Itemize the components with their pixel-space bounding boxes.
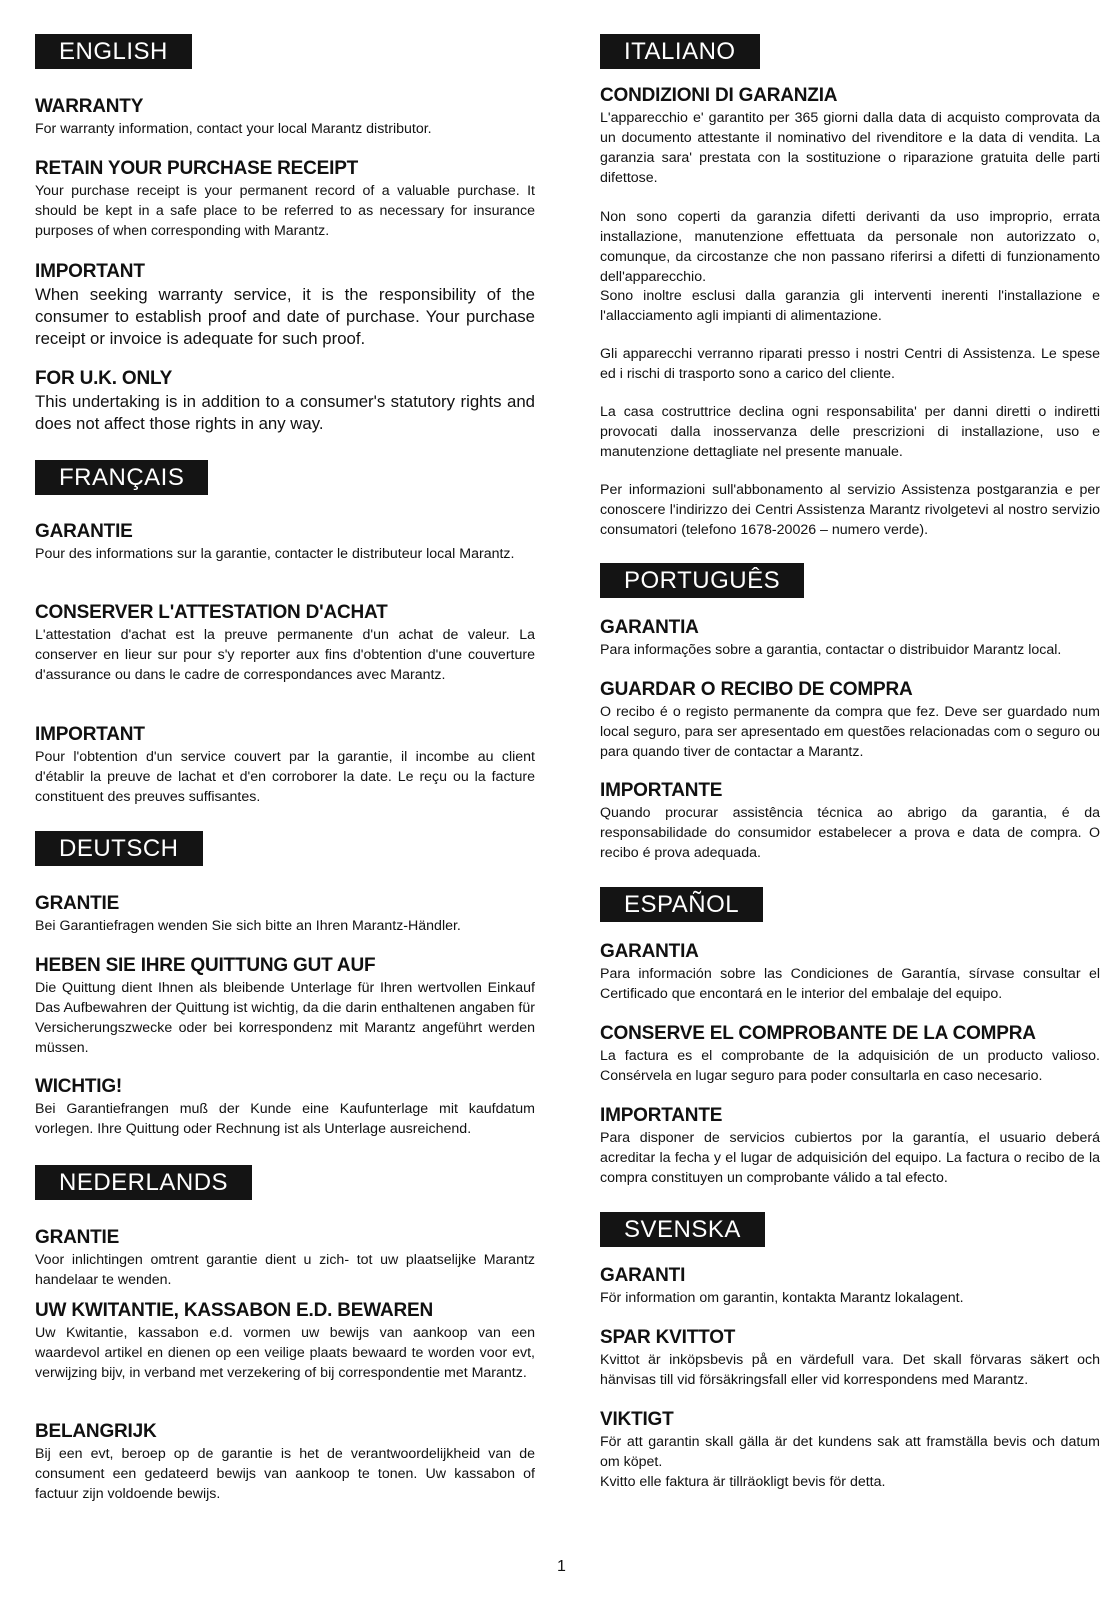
section-title-nederlands: NEDERLANDS bbox=[35, 1165, 252, 1200]
espanol-important-text: Para disponer de servicios cubiertos por la garantía, el usuario deberá acreditar la fecha y el lugar de adquisición del equipo. La factura o recibo de la compra constituyen un comprobante válido a tal efecto. bbox=[600, 1130, 1100, 1186]
svenska-important-heading: VIKTIGT bbox=[600, 1409, 674, 1430]
portugues-important-heading: IMPORTANTE bbox=[600, 780, 723, 801]
svenska-receipt-text: Kvittot är inköpsbevis på en värdefull vara. Det skall förvaras säkert och hänvisas till vid försäkringsfall eller vid korrespondens med Marantz. bbox=[600, 1352, 1100, 1388]
portugues-important-text: Quando procurar assistência técnica ao abrigo da garantia, é da responsabilidade do consumidor estabelecer a prova e data de compra. O recibo é prova adequada. bbox=[600, 805, 1100, 861]
svenska-receipt-heading: SPAR KVITTOT bbox=[600, 1327, 736, 1348]
svenska-warranty-heading: GARANTI bbox=[600, 1265, 686, 1286]
section-title-english: ENGLISH bbox=[35, 34, 192, 69]
nederlands-warranty-text: Voor inlichtingen omtrent garantie dient u zich- tot uw plaatselijke Marantz handelaar te wenden. bbox=[35, 1252, 535, 1288]
english-warranty-text: For warranty information, contact your local Marantz distributor. bbox=[35, 121, 432, 137]
francais-important-text: Pour l'obtention d'un service couvert par la garantie, il incombe au client d'établir la preuve de lachat et d'en corroborer la date. Le reçu ou la facture constituent des preuves suffisantes. bbox=[35, 749, 535, 805]
francais-receipt-text: L'attestation d'achat est la preuve permanente d'un achat de valeur. La conserver en lieur sur pour s'y reporter aux fins d'obtention d'une couverture d'assurance ou dans le cadre de correspondances avec Marantz. bbox=[35, 627, 535, 683]
nederlands-receipt-text: Uw Kwitantie, kassabon e.d. vormen uw bewijs van aankoop van een waardevol artikel en dienen op een veilige plaats bewaard te worden voor evt, verwijzing bijv, in verband met verzekering of bij correspondentie met Marantz. bbox=[35, 1325, 535, 1381]
francais-important-heading: IMPORTANT bbox=[35, 724, 145, 745]
section-title-espanol: ESPAÑOL bbox=[600, 887, 763, 922]
deutsch-warranty-text: Bei Garantiefragen wenden Sie sich bitte an Ihren Marantz-Händler. bbox=[35, 918, 461, 934]
portugues-receipt-heading: GUARDAR O RECIBO DE COMPRA bbox=[600, 679, 913, 700]
english-warranty-heading: WARRANTY bbox=[35, 96, 144, 117]
italiano-text-2: Non sono coperti da garanzia difetti derivanti da uso improprio, errata installazione, manutenzione effettuata da personale non autorizzato o, comunque, da circostanze che non passano riferirsi a difetti di funzionamento dell'apparecchio. bbox=[600, 209, 1100, 285]
italiano-text-3: Gli apparecchi verranno riparati presso i nostri Centri di Assistenza. Le spese ed i rischi di trasporto sono a carico del cliente. bbox=[600, 346, 1100, 382]
deutsch-important-heading: WICHTIG! bbox=[35, 1076, 123, 1097]
deutsch-warranty-heading: GRANTIE bbox=[35, 893, 120, 914]
nederlands-important-heading: BELANGRIJK bbox=[35, 1421, 157, 1442]
italiano-text-2b: Sono inoltre esclusi dalla garanzia gli interventi inerenti l'installazione e l'allacciamento agli impianti di alimentazione. bbox=[600, 288, 1100, 324]
english-receipt-text: Your purchase receipt is your permanent record of a valuable purchase. It should be kept in a safe place to be referred to as necessary for insurance purposes of when corresponding with Marantz. bbox=[35, 183, 535, 239]
espanol-important-heading: IMPORTANTE bbox=[600, 1105, 723, 1126]
section-title-italiano: ITALIANO bbox=[600, 34, 760, 69]
deutsch-receipt-heading: HEBEN SIE IHRE QUITTUNG GUT AUF bbox=[35, 955, 376, 976]
svenska-important-text: För att garantin skall gälla är det kundens sak att framställa bevis och datum om köpet. bbox=[600, 1434, 1100, 1470]
portugues-warranty-heading: GARANTIA bbox=[600, 617, 699, 638]
english-important-text: When seeking warranty service, it is the responsibility of the consumer to establish proof and date of purchase. Your purchase receipt or invoice is adequate for such proof. bbox=[35, 285, 535, 348]
section-title-svenska: SVENSKA bbox=[600, 1212, 765, 1247]
deutsch-receipt-text: Die Quittung dient Ihnen als bleibende Unterlage für Ihren wertvollen Einkauf Das Aufbewahren der Quittung ist wichtig, da die darin enthaltenen angaben für Versicherungszwecke oder bei korrespondenz mit Marantz angeführt werden müssen. bbox=[35, 980, 535, 1056]
english-uk-heading: FOR U.K. ONLY bbox=[35, 368, 173, 389]
english-uk-text: This undertaking is in addition to a consumer's statutory rights and does not affect those rights in any way. bbox=[35, 392, 535, 433]
svenska-warranty-text: För information om garantin, kontakta Marantz lokalagent. bbox=[600, 1290, 964, 1306]
section-title-francais: FRANÇAIS bbox=[35, 460, 208, 495]
francais-warranty-text: Pour des informations sur la garantie, contacter le distributeur local Marantz. bbox=[35, 546, 515, 562]
english-receipt-heading: RETAIN YOUR PURCHASE RECEIPT bbox=[35, 158, 359, 179]
nederlands-receipt-heading: UW KWITANTIE, KASSABON E.D. BEWAREN bbox=[35, 1300, 433, 1321]
italiano-text-1: L'apparecchio e' garantito per 365 giorni dalla data di acquisto comprovata da un documento attestante il nominativo del rivenditore e la data di vendita. La garanzia sara' prestata con la sostituzione o riparazione gratuita delle parti difettose. bbox=[600, 110, 1100, 186]
espanol-receipt-heading: CONSERVE EL COMPROBANTE DE LA COMPRA bbox=[600, 1023, 1036, 1044]
page-number: 1 bbox=[557, 1558, 566, 1575]
espanol-warranty-text: Para información sobre las Condiciones de Garantía, sírvase consultar el Certificado que encontará en le interior del embalaje del equipo. bbox=[600, 966, 1100, 1002]
francais-receipt-heading: CONSERVER L'ATTESTATION D'ACHAT bbox=[35, 602, 388, 623]
italiano-text-4: La casa costruttrice declina ogni responsabilita' per danni diretti o indiretti provocati dalla inosservanza delle prescrizioni di installazione, uso e manutenzione dettagliate nel presente manuale. bbox=[600, 404, 1100, 460]
italiano-warranty-heading: CONDIZIONI DI GARANZIA bbox=[600, 85, 838, 106]
espanol-receipt-text: La factura es el comprobante de la adquisición de un producto valioso. Consérvela en lugar seguro para poder consultarla en caso necesario. bbox=[600, 1048, 1100, 1084]
svenska-important-text-b: Kvitto elle faktura är tillräokligt bevis för detta. bbox=[600, 1474, 886, 1490]
section-title-deutsch: DEUTSCH bbox=[35, 831, 203, 866]
portugues-receipt-text: O recibo é o registo permanente da compra que fez. Deve ser guardado num local seguro, para ser apresentado em questões relacionadas com o seguro ou para quando tiver de contactar a Marantz. bbox=[600, 704, 1100, 760]
portugues-warranty-text: Para informações sobre a garantia, contactar o distribuidor Marantz local. bbox=[600, 642, 1062, 658]
francais-warranty-heading: GARANTIE bbox=[35, 521, 133, 542]
nederlands-warranty-heading: GRANTIE bbox=[35, 1227, 120, 1248]
section-title-portugues: PORTUGUÊS bbox=[600, 563, 804, 598]
italiano-text-5: Per informazioni sull'abbonamento al servizio Assistenza postgaranzia e per conoscere l'indirizzo dei Centri Assistenza Marantz rivolgetevi al nostro servizio consumatori (telefono 1678-20026 – numero verde). bbox=[600, 482, 1100, 538]
english-important-heading: IMPORTANT bbox=[35, 261, 145, 282]
nederlands-important-text: Bij een evt, beroep op de garantie is het de verantwoordelijkheid van de consument een gedateerd bewijs van aankoop te tonen. Uw kassabon of factuur zijn voldoende bewijs. bbox=[35, 1446, 535, 1502]
deutsch-important-text: Bei Garantiefrangen muß der Kunde eine Kaufunterlage mit kaufdatum vorlegen. Ihre Quittung oder Rechnung ist als Unterlage ausreichend. bbox=[35, 1101, 535, 1137]
espanol-warranty-heading: GARANTIA bbox=[600, 941, 699, 962]
